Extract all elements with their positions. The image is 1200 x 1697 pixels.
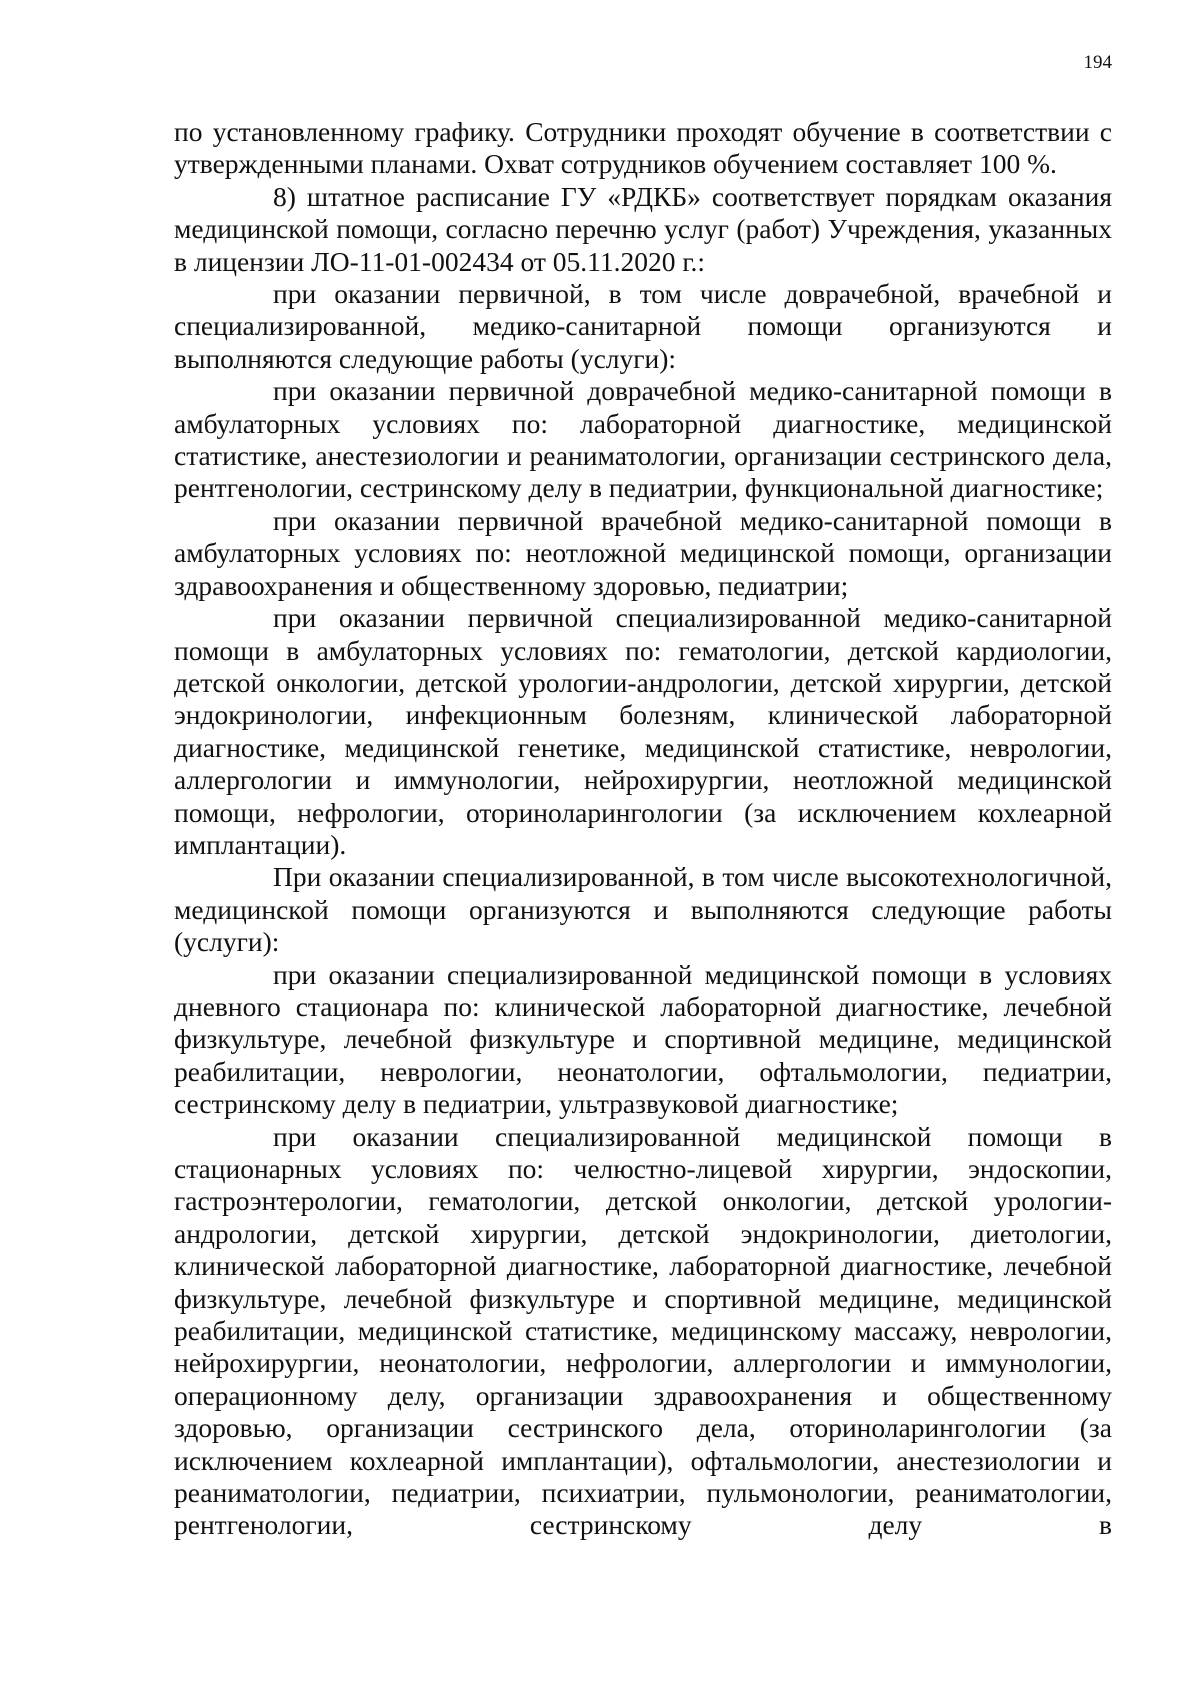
paragraph-primary-care-intro: при оказании первичной, в том числе доврачебной, врачебной и специализированной, медико-санитарной помощи организуются и выполняются следующие работы (услуги):: [174, 278, 1112, 374]
paragraph-primary-medical: при оказании первичной врачебной медико-санитарной помощи в амбулаторных условиях по: неотложной медицинской помощи, организации здравоохранения и общественному здоровью, педиатрии;: [174, 504, 1112, 601]
paragraph-training: по установленному графику. Сотрудники проходят обучение в соответствии с утвержденными планами. Охват сотрудников обучением составляет 100 %.: [174, 116, 1112, 180]
paragraph-inpatient: при оказании специализированной медицинской помощи в стационарных условиях по: челюстно-лицевой хирургии, эндоскопии, гастроэнтерологии, гематологии, детской онкологии, детской урологии-андрологии, детской хирургии, детской эндокринологии, диетологии, клинической лабораторной диагностике, лабораторной диагностике, лечебной физкультуре, лечебной физкультуре и спортивной медицине, медицинской реабилитации, медицинской статистике, медицинскому массажу, неврологии, нейрохирургии, неонатологии, нефрологии, аллергологии и иммунологии, операционному делу, организации здравоохранения и общественному здоровью, организации сестринского дела, оториноларингологии (за исключением кохлеарной имплантации), офтальмологии, анестезиологии и реаниматологии, педиатрии, психиатрии, пульмонологии, реаниматологии, рентгенологии, сестринскому делу в: [174, 1120, 1112, 1541]
paragraph-staffing: 8) штатное расписание ГУ «РДКБ» соответствует порядкам оказания медицинской помощи, согласно перечню услуг (работ) Учреждения, указанных в лицензии ЛО-11-01-002434 от 05.11.2020 г.:: [174, 180, 1112, 277]
document-body: [174, 116, 1112, 1542]
page-number: 194: [1083, 52, 1112, 73]
paragraph-primary-specialized: при оказании первичной специализированной медико-санитарной помощи в амбулаторных условиях по: гематологии, детской кардиологии, детской онкологии, детской урологии-андрологии, детской хирургии, детской эндокринологии, инфекционным болезням, клинической лабораторной диагностике, медицинской генетике, медицинской статистике, неврологии, аллергологии и иммунологии, нейрохирургии, неотложной медицинской помощи, нефрологии, оториноларингологии (за исключением кохлеарной имплантации).: [174, 602, 1112, 860]
paragraph-specialized-intro: При оказании специализированной, в том числе высокотехнологичной, медицинской помощи организуются и выполняются следующие работы (услуги):: [174, 861, 1112, 958]
paragraph-day-hospital: при оказании специализированной медицинской помощи в условиях дневного стационара по: клинической лабораторной диагностике, лечебной физкультуре, лечебной физкультуре и спортивной медицине, медицинской реабилитации, неврологии, неонатологии, офтальмологии, педиатрии, сестринскому делу в педиатрии, ультразвуковой диагностике;: [174, 958, 1112, 1120]
paragraph-primary-pre-medical: при оказании первичной доврачебной медико-санитарной помощи в амбулаторных условиях по: лабораторной диагностике, медицинской статистике, анестезиологии и реаниматологии, организации сестринского дела, рентгенологии, сестринскому делу в педиатрии, функциональной диагностике;: [174, 375, 1112, 504]
